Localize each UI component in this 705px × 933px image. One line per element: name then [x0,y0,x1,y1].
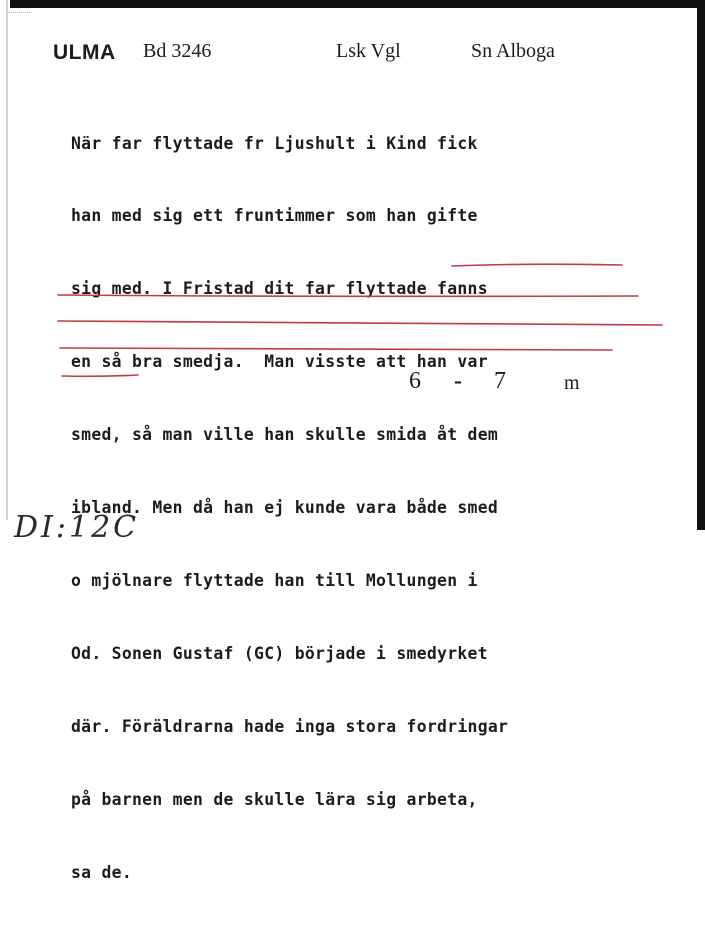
measure-to: 7 [494,368,506,394]
text-line: ibland. Men då han ej kunde vara både smed [71,498,499,518]
underline-4 [60,348,612,350]
measure-from: 6 [409,368,421,394]
measure-unit: m [564,372,580,394]
text-line: där. Föräldrarna hade inga stora fordringar [71,716,509,736]
measure-dash: - [454,368,462,394]
underline-1 [452,264,622,266]
text-line: på barnen men de skulle lära sig arbeta, [71,789,478,809]
text-line: Od. Sonen Gustaf (GC) började i smedyrket [71,643,488,663]
text-line: smed, så man ville han skulle smida åt dem [71,425,499,445]
handwritten-signature: DI:12C [14,510,140,545]
volume-number: Bd 3246 [143,40,212,62]
text-line: sig med. I Fristad dit far flyttade fanns [71,279,488,299]
underline-3 [58,321,662,325]
text-line: När far flyttade fr Ljushult i Kind fick [71,133,478,153]
parish-name: Sn Alboga [471,40,555,62]
underline-2 [58,295,638,296]
collector-code: Lsk Vgl [336,40,401,62]
underline-5 [62,375,138,376]
archive-label: ULMA [53,41,116,64]
text-line: en så bra smedja. Man visste att han var [71,352,488,372]
text-line: sa de. [71,862,133,882]
text-line: han med sig ett fruntimmer som han gifte [71,206,478,226]
text-line: o mjölnare flyttade han till Mollungen i [71,570,478,590]
